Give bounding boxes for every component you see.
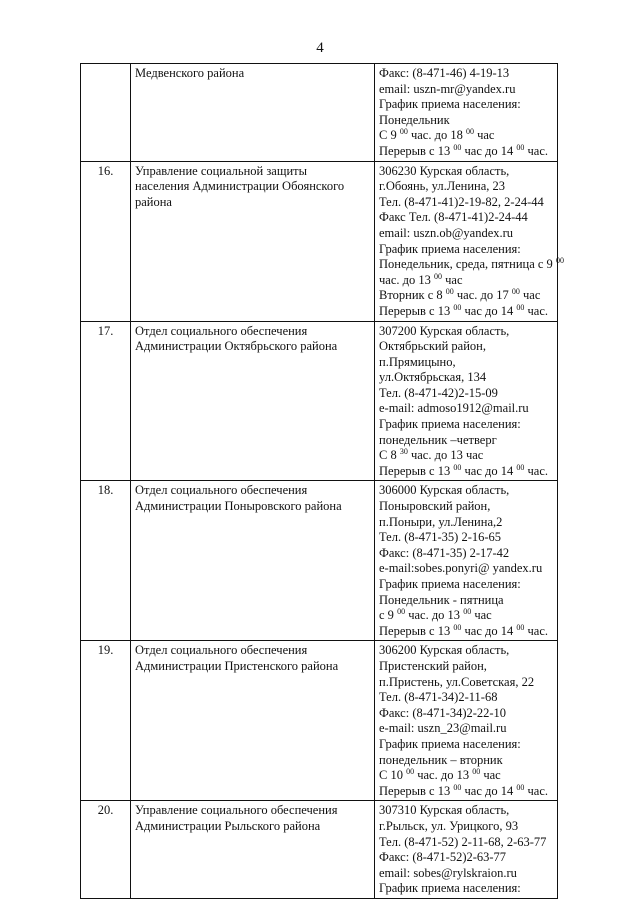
contact-text: час. (524, 143, 548, 158)
organization-name-line: Отдел социального обеспечения (135, 323, 308, 338)
contact-line (379, 339, 553, 355)
contact-line (379, 288, 553, 304)
contact-text: понедельник –четверг (379, 432, 497, 447)
contact-text: e-mail: admoso1912@mail.ru (379, 401, 529, 416)
contact-text: час (442, 272, 463, 287)
contact-text: час. до 13 (405, 608, 464, 623)
contact-line (379, 721, 553, 737)
time-minutes-superscript: 00 (453, 622, 462, 632)
contact-details (375, 641, 558, 801)
contact-line (379, 643, 553, 659)
contact-line (379, 97, 553, 113)
organization-name-line: Администрации Пристенского района (135, 658, 339, 673)
contact-line (379, 256, 564, 273)
contact-text: Поныровский район, (379, 499, 491, 514)
contact-line (379, 242, 553, 258)
contact-line (379, 417, 553, 433)
contact-line (379, 690, 553, 706)
table-row (81, 161, 558, 321)
contact-line (379, 577, 553, 593)
contact-text: Факс Тел. (8-471-41)2-24-44 (379, 210, 528, 225)
contact-line (379, 401, 553, 417)
time-minutes-superscript: 00 (453, 302, 462, 312)
contact-text: час. до 13 час (407, 448, 484, 463)
contact-line (379, 850, 553, 866)
contact-text: час до 14 (461, 463, 517, 478)
time-minutes-superscript: 00 (453, 782, 462, 792)
table-row (81, 641, 558, 801)
contact-text: п.Поныри, ул.Ленина,2 (379, 514, 503, 529)
time-minutes-superscript: 00 (516, 302, 525, 312)
contact-line (379, 593, 553, 609)
contact-text: час (480, 768, 501, 783)
contact-text: час. (524, 303, 548, 318)
organization-name-line: Администрации Поныровского района (135, 499, 342, 514)
row-number: 19. (81, 641, 131, 801)
contact-text: График приема населения: (379, 881, 521, 896)
organization-name (131, 161, 375, 321)
contact-line (379, 355, 553, 371)
contact-line (379, 483, 553, 499)
contact-text: Перерыв с 13 (379, 783, 454, 798)
time-minutes-superscript: 30 (399, 447, 408, 457)
contact-text: Понедельник - пятница (379, 592, 504, 607)
row-number: 18. (81, 481, 131, 641)
organization-name-line: Управление социальной защиты (135, 163, 308, 178)
contact-line (379, 546, 553, 562)
contact-text: С 9 (379, 128, 400, 143)
contact-text: Факс: (8-471-35) 2-17-42 (379, 545, 510, 560)
contact-line (379, 866, 553, 882)
contact-text: Понедельник, среда, пятница с 9 (379, 257, 556, 272)
contact-text: час. (524, 783, 548, 798)
table-row (81, 321, 558, 481)
time-minutes-superscript: 00 (465, 127, 474, 137)
contact-text: Тел. (8-471-52) 2-11-68, 2-63-77 (379, 834, 547, 849)
contact-text: email: sobes@rylskraion.ru (379, 865, 517, 880)
contact-line (379, 835, 553, 851)
contact-line (379, 386, 553, 402)
contact-text: 306230 Курская область, (379, 163, 510, 178)
organization-name-line: Администрации Рыльского района (135, 818, 321, 833)
time-minutes-superscript: 00 (406, 767, 415, 777)
page-number: 4 (316, 40, 324, 56)
row-number: 16. (81, 161, 131, 321)
contact-text: п.Прямицыно, (379, 354, 456, 369)
organization-name (131, 321, 375, 481)
contact-line (379, 433, 553, 449)
contact-line (379, 273, 553, 289)
contact-text: Факс: (8-471-52)2-63-77 (379, 850, 507, 865)
row-number: 17. (81, 321, 131, 481)
contact-text: email: uszn-mr@yandex.ru (379, 81, 516, 96)
contact-line (379, 210, 553, 226)
contact-text: Перерыв с 13 (379, 623, 454, 638)
table-row (81, 801, 558, 899)
contact-text: Октябрьский район, (379, 339, 486, 354)
time-minutes-superscript: 00 (516, 462, 525, 472)
contact-text: час. до 18 (407, 128, 466, 143)
contact-text: Факс: (8-471-34)2-22-10 (379, 705, 507, 720)
contact-details (375, 481, 558, 641)
contact-line (379, 530, 553, 546)
contact-text: час (473, 128, 495, 143)
contact-text: График приема населения: (379, 97, 521, 112)
organization-name-line: Администрации Октябрьского района (135, 339, 338, 354)
time-minutes-superscript: 00 (399, 127, 408, 137)
contact-line (379, 675, 553, 691)
contact-text: С 10 (379, 768, 407, 783)
contact-text: График приема населения: (379, 417, 521, 432)
contact-text: час до 14 (461, 303, 517, 318)
organization-name (131, 641, 375, 801)
time-minutes-superscript: 00 (516, 782, 525, 792)
contact-line (379, 144, 553, 160)
contact-text: График приема населения: (379, 241, 521, 256)
organization-name-line: Управление социального обеспечения (135, 803, 338, 818)
contact-line (379, 608, 553, 624)
contact-line (379, 624, 553, 640)
contact-line (379, 737, 553, 753)
contact-line (379, 448, 553, 464)
time-minutes-superscript: 00 (555, 256, 564, 266)
contacts-table (80, 63, 564, 899)
contact-line (379, 82, 553, 98)
contact-text: Факс: (8-471-46) 4-19-13 (379, 66, 510, 80)
organization-name-line: Отдел социального обеспечения (135, 483, 308, 498)
organization-name-line: Отдел социального обеспечения (135, 643, 308, 658)
contact-line (379, 515, 553, 531)
contact-text: Тел. (8-471-42)2-15-09 (379, 385, 498, 400)
contact-line (379, 128, 553, 144)
contact-text: с 9 (379, 608, 398, 623)
contact-text: г.Обоянь, ул.Ленина, 23 (379, 179, 506, 194)
contact-text: e-mail:sobes.ponyri@ yandex.ru (379, 561, 543, 576)
row-number (81, 64, 131, 162)
contact-line (379, 164, 553, 180)
contact-line (379, 304, 553, 320)
table-row (81, 481, 558, 641)
time-minutes-superscript: 00 (445, 287, 454, 297)
contact-text: час. (524, 463, 548, 478)
contact-text: час до 14 (461, 143, 517, 158)
contact-line (379, 66, 553, 82)
contact-details (375, 161, 564, 321)
organization-name (131, 481, 375, 641)
contact-line (379, 706, 553, 722)
time-minutes-superscript: 00 (511, 287, 520, 297)
contact-line (379, 784, 553, 800)
contact-line (379, 881, 553, 897)
contact-text: Тел. (8-471-41)2-19-82, 2-24-44 (379, 194, 544, 209)
contact-text: Перерыв с 13 (379, 143, 454, 158)
organization-name (131, 801, 375, 899)
contact-text: Вторник с 8 (379, 288, 446, 303)
contact-text: г.Рыльск, ул. Урицкого, 93 (379, 818, 519, 833)
time-minutes-superscript: 00 (516, 622, 525, 632)
contact-text: час (519, 288, 541, 303)
contact-text: Тел. (8-471-35) 2-16-65 (379, 530, 502, 545)
contact-details (375, 801, 558, 899)
contact-line (379, 753, 553, 769)
contact-text: п.Пристень, ул.Советская, 22 (379, 674, 535, 689)
contact-text: График приема населения: (379, 577, 521, 591)
table-row (81, 64, 558, 162)
contact-line (379, 561, 553, 577)
contact-details (375, 64, 558, 162)
row-number: 20. (81, 801, 131, 899)
contact-text: email: uszn.ob@yandex.ru (379, 225, 514, 240)
contact-line (379, 195, 553, 211)
organization-name (131, 64, 375, 162)
contact-text: час. до 13 (379, 272, 434, 287)
contact-text: понедельник – вторник (379, 752, 503, 767)
time-minutes-superscript: 00 (397, 607, 406, 617)
contact-text: С 8 (379, 448, 400, 463)
contact-text: час. до 13 (414, 768, 473, 783)
contact-line (379, 803, 553, 819)
contact-text: час до 14 (461, 783, 517, 798)
contact-text: час до 14 (461, 623, 517, 638)
time-minutes-superscript: 00 (453, 142, 462, 152)
contact-text: 306200 Курская область, (379, 643, 510, 658)
organization-name-line: населения Администрации Обоянского (135, 179, 345, 194)
contact-line (379, 113, 553, 129)
contact-text: e-mail: uszn_23@mail.ru (379, 721, 507, 736)
contact-line (379, 768, 553, 784)
contact-details (375, 321, 558, 481)
contact-text: 307200 Курская область, (379, 323, 510, 338)
contact-text: час. (524, 623, 548, 638)
contact-line (379, 226, 553, 242)
contact-text: График приема населения: (379, 736, 521, 751)
contact-text: час. до 17 (453, 288, 512, 303)
contact-text: Понедельник (379, 112, 450, 127)
contact-line (379, 370, 553, 386)
contact-line (379, 179, 553, 195)
contact-line (379, 819, 553, 835)
contact-text: Перерыв с 13 (379, 463, 454, 478)
time-minutes-superscript: 00 (516, 142, 525, 152)
contact-line (379, 659, 553, 675)
time-minutes-superscript: 00 (472, 767, 481, 777)
table-body (81, 64, 564, 899)
contact-line (379, 464, 553, 480)
contact-line (379, 324, 553, 340)
contact-text: ул.Октябрьская, 134 (379, 370, 487, 385)
contact-line (379, 499, 553, 515)
contact-text: час (471, 608, 492, 623)
organization-name-line: района (135, 194, 172, 209)
contact-text: 306000 Курская область, (379, 483, 510, 498)
organization-name-line: Медвенского района (135, 66, 245, 80)
time-minutes-superscript: 00 (434, 271, 442, 281)
contact-text: Тел. (8-471-34)2-11-68 (379, 690, 498, 705)
time-minutes-superscript: 00 (463, 607, 472, 617)
time-minutes-superscript: 00 (453, 462, 462, 472)
contact-text: Пристенский район, (379, 658, 487, 673)
contact-text: 307310 Курская область, (379, 803, 510, 818)
contact-text: Перерыв с 13 (379, 303, 454, 318)
